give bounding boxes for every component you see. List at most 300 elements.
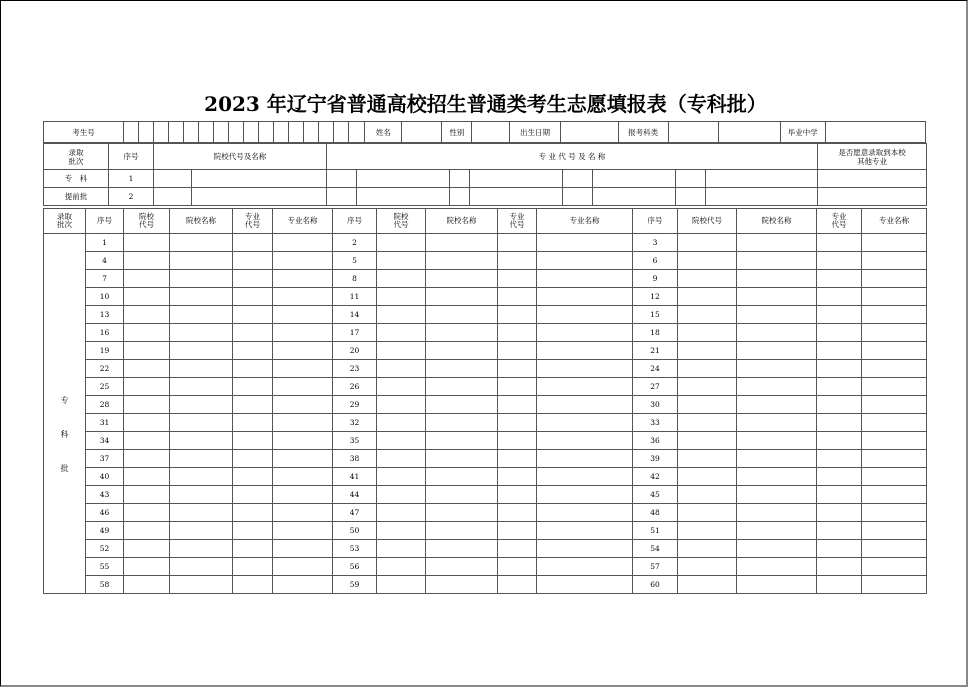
pre-major-code[interactable]	[676, 170, 706, 188]
table-row	[44, 306, 927, 324]
college-name-field[interactable]	[170, 486, 233, 504]
college-code-field[interactable]	[377, 252, 426, 270]
major-code-field[interactable]	[817, 468, 862, 486]
major-name-field[interactable]	[537, 378, 633, 396]
college-code-field[interactable]	[124, 468, 170, 486]
college-code-field[interactable]	[678, 558, 737, 576]
college-code-field[interactable]	[678, 234, 737, 252]
college-name-field[interactable]	[426, 504, 498, 522]
major-name-field[interactable]	[273, 396, 333, 414]
college-name-field[interactable]	[170, 450, 233, 468]
major-code-field[interactable]	[498, 540, 537, 558]
major-name-field[interactable]	[537, 576, 633, 594]
college-code-field[interactable]	[377, 306, 426, 324]
college-name-field[interactable]	[737, 468, 817, 486]
major-code-field[interactable]	[817, 414, 862, 432]
college-name-field[interactable]	[426, 288, 498, 306]
college-code-field[interactable]	[377, 540, 426, 558]
college-name-field[interactable]	[170, 432, 233, 450]
major-name-field[interactable]	[862, 360, 927, 378]
major-code-field[interactable]	[233, 306, 273, 324]
college-name-field[interactable]	[426, 270, 498, 288]
candidate-no-digit[interactable]	[319, 122, 334, 143]
major-name-field[interactable]	[273, 252, 333, 270]
college-name-field[interactable]	[426, 252, 498, 270]
major-code-field[interactable]	[498, 486, 537, 504]
college-name-field[interactable]	[426, 324, 498, 342]
major-name-field[interactable]	[537, 540, 633, 558]
college-code-header: 院校 代号	[377, 209, 426, 234]
college-name-field[interactable]	[737, 432, 817, 450]
college-name-field[interactable]	[170, 252, 233, 270]
college-code-field[interactable]	[678, 414, 737, 432]
major-name-field[interactable]	[273, 306, 333, 324]
pre-major-name[interactable]	[706, 170, 818, 188]
major-code-field[interactable]	[817, 522, 862, 540]
pre-major-name[interactable]	[593, 188, 676, 206]
major-name-field[interactable]	[273, 324, 333, 342]
major-code-field[interactable]	[498, 324, 537, 342]
major-name-field[interactable]	[273, 576, 333, 594]
college-name-field[interactable]	[426, 432, 498, 450]
major-name-field[interactable]	[537, 306, 633, 324]
college-name-field[interactable]	[737, 234, 817, 252]
table-row	[44, 504, 927, 522]
pre-seq: 2	[109, 188, 154, 206]
pre-major-code[interactable]	[450, 188, 470, 206]
pre-major-code[interactable]	[450, 170, 470, 188]
major-name-field[interactable]	[273, 558, 333, 576]
college-code-field[interactable]	[377, 576, 426, 594]
major-code-field[interactable]	[233, 450, 273, 468]
candidate-no-digit[interactable]	[274, 122, 289, 143]
major-name-field[interactable]	[273, 504, 333, 522]
table-row	[44, 234, 927, 252]
major-name-field[interactable]	[862, 450, 927, 468]
major-name-field[interactable]	[273, 468, 333, 486]
college-name-field[interactable]	[737, 360, 817, 378]
major-name-field[interactable]	[273, 270, 333, 288]
college-code-field[interactable]	[678, 306, 737, 324]
college-code-field[interactable]	[377, 342, 426, 360]
major-name-field[interactable]	[273, 540, 333, 558]
college-name-field[interactable]	[737, 324, 817, 342]
college-code-field[interactable]	[678, 468, 737, 486]
name-field[interactable]	[402, 122, 442, 143]
college-code-field[interactable]	[377, 360, 426, 378]
major-code-field[interactable]	[233, 468, 273, 486]
major-name-field[interactable]	[537, 288, 633, 306]
candidate-no-digit[interactable]	[304, 122, 319, 143]
college-name-field[interactable]	[737, 342, 817, 360]
college-name-field[interactable]	[426, 414, 498, 432]
college-code-field[interactable]	[678, 378, 737, 396]
major-name-field[interactable]	[862, 468, 927, 486]
major-code-field[interactable]	[498, 234, 537, 252]
candidate-no-digit[interactable]	[124, 122, 139, 143]
college-name-field[interactable]	[737, 450, 817, 468]
college-name-field[interactable]	[170, 324, 233, 342]
pre-major-name[interactable]	[470, 188, 563, 206]
college-code-field[interactable]	[377, 270, 426, 288]
seq-cell: 40	[86, 468, 124, 486]
college-name-field[interactable]	[426, 540, 498, 558]
college-code-field[interactable]	[377, 450, 426, 468]
major-code-field[interactable]	[233, 576, 273, 594]
college-code-field[interactable]	[678, 432, 737, 450]
major-name-field[interactable]	[537, 558, 633, 576]
college-name-field[interactable]	[170, 558, 233, 576]
major-code-field[interactable]	[498, 558, 537, 576]
candidate-no-digit[interactable]	[139, 122, 154, 143]
college-name-field[interactable]	[426, 450, 498, 468]
candidate-no-digit[interactable]	[334, 122, 349, 143]
birth-date-field[interactable]	[560, 122, 618, 143]
major-code-field[interactable]	[498, 342, 537, 360]
college-name-field[interactable]	[170, 504, 233, 522]
candidate-no-digit[interactable]	[169, 122, 184, 143]
college-code-field[interactable]	[678, 504, 737, 522]
major-code-field[interactable]	[817, 432, 862, 450]
major-code-field[interactable]	[498, 414, 537, 432]
major-code-field[interactable]	[233, 396, 273, 414]
college-name-field[interactable]	[170, 234, 233, 252]
major-code-field[interactable]	[817, 450, 862, 468]
college-name-field[interactable]	[426, 558, 498, 576]
college-code-field[interactable]	[678, 342, 737, 360]
major-code-field[interactable]	[233, 270, 273, 288]
college-code-field[interactable]	[377, 378, 426, 396]
major-code-field[interactable]	[817, 486, 862, 504]
major-code-field[interactable]	[817, 342, 862, 360]
major-code-field[interactable]	[498, 396, 537, 414]
major-code-field[interactable]	[817, 234, 862, 252]
college-code-field[interactable]	[124, 558, 170, 576]
college-code-field[interactable]	[377, 468, 426, 486]
graduation-school-field[interactable]	[825, 122, 925, 143]
college-name-field[interactable]	[737, 396, 817, 414]
college-name-field[interactable]	[426, 468, 498, 486]
major-code-field[interactable]	[498, 360, 537, 378]
major-code-field[interactable]	[498, 432, 537, 450]
college-name-field[interactable]	[737, 486, 817, 504]
major-code-field[interactable]	[817, 540, 862, 558]
college-name-field[interactable]	[170, 342, 233, 360]
college-code-field[interactable]	[678, 450, 737, 468]
major-code-field[interactable]	[817, 360, 862, 378]
major-code-field[interactable]	[817, 504, 862, 522]
major-code-field[interactable]	[498, 288, 537, 306]
college-name-field[interactable]	[170, 468, 233, 486]
major-code-field[interactable]	[817, 270, 862, 288]
major-name-field[interactable]	[862, 396, 927, 414]
major-name-field[interactable]	[273, 342, 333, 360]
college-code-field[interactable]	[377, 324, 426, 342]
candidate-no-digit[interactable]	[199, 122, 214, 143]
college-name-field[interactable]	[737, 540, 817, 558]
college-code-field[interactable]	[124, 522, 170, 540]
major-name-field[interactable]	[862, 558, 927, 576]
college-name-field[interactable]	[737, 270, 817, 288]
college-name-field[interactable]	[170, 522, 233, 540]
major-code-field[interactable]	[817, 288, 862, 306]
college-code-field[interactable]	[377, 504, 426, 522]
major-code-field[interactable]	[233, 414, 273, 432]
major-code-field[interactable]	[817, 396, 862, 414]
major-name-field[interactable]	[273, 432, 333, 450]
subject-category-field[interactable]	[668, 122, 718, 143]
college-code-field[interactable]	[124, 288, 170, 306]
subject-category-field-2[interactable]	[718, 122, 780, 143]
college-code-field[interactable]	[124, 234, 170, 252]
college-code-field[interactable]	[377, 432, 426, 450]
college-name-field[interactable]	[170, 378, 233, 396]
major-name-field[interactable]	[273, 486, 333, 504]
college-code-field[interactable]	[678, 522, 737, 540]
college-name-field[interactable]	[426, 360, 498, 378]
major-code-field[interactable]	[498, 450, 537, 468]
college-name-field[interactable]	[426, 486, 498, 504]
college-code-field[interactable]	[377, 234, 426, 252]
major-name-field[interactable]	[862, 414, 927, 432]
college-name-field[interactable]	[170, 288, 233, 306]
college-name-field[interactable]	[170, 270, 233, 288]
college-name-field[interactable]	[426, 576, 498, 594]
major-code-field[interactable]	[233, 288, 273, 306]
major-name-field[interactable]	[862, 432, 927, 450]
candidate-no-digit[interactable]	[214, 122, 229, 143]
seq-cell: 37	[86, 450, 124, 468]
seq-cell: 18	[633, 324, 678, 342]
college-name-field[interactable]	[737, 252, 817, 270]
candidate-no-digit[interactable]	[184, 122, 199, 143]
major-code-field[interactable]	[817, 324, 862, 342]
pre-major-name[interactable]	[357, 170, 450, 188]
major-name-field[interactable]	[537, 234, 633, 252]
pre-college-name[interactable]	[192, 188, 327, 206]
major-name-field[interactable]	[537, 468, 633, 486]
pre-college-name[interactable]	[192, 170, 327, 188]
college-name-field[interactable]	[426, 234, 498, 252]
major-code-field[interactable]	[817, 306, 862, 324]
major-code-field[interactable]	[498, 522, 537, 540]
major-name-field[interactable]	[537, 450, 633, 468]
college-code-field[interactable]	[678, 360, 737, 378]
major-code-field[interactable]	[233, 540, 273, 558]
major-code-field[interactable]	[233, 504, 273, 522]
candidate-no-digit[interactable]	[289, 122, 304, 143]
major-code-field[interactable]	[817, 576, 862, 594]
major-code-field[interactable]	[233, 432, 273, 450]
major-code-field[interactable]	[233, 486, 273, 504]
college-code-field[interactable]	[124, 540, 170, 558]
major-code-field[interactable]	[498, 306, 537, 324]
major-code-field[interactable]	[233, 324, 273, 342]
college-name-field[interactable]	[426, 342, 498, 360]
college-name-field[interactable]	[170, 540, 233, 558]
major-code-field[interactable]	[233, 558, 273, 576]
major-name-field[interactable]	[862, 486, 927, 504]
major-code-field[interactable]	[233, 378, 273, 396]
college-name-header: 院校名称	[737, 209, 817, 234]
major-code-field[interactable]	[817, 378, 862, 396]
college-name-field[interactable]	[737, 306, 817, 324]
major-name-field[interactable]	[862, 540, 927, 558]
major-code-field[interactable]	[233, 360, 273, 378]
college-code-field[interactable]	[678, 576, 737, 594]
college-name-field[interactable]	[426, 396, 498, 414]
major-name-field[interactable]	[862, 306, 927, 324]
college-name-field[interactable]	[426, 378, 498, 396]
major-name-field[interactable]	[273, 450, 333, 468]
seq-cell: 43	[86, 486, 124, 504]
pre-adjust-field[interactable]	[818, 188, 927, 206]
major-name-field[interactable]	[537, 414, 633, 432]
pre-major-code[interactable]	[563, 170, 593, 188]
college-code-field[interactable]	[678, 396, 737, 414]
college-code-field[interactable]	[124, 378, 170, 396]
seq-cell: 2	[333, 234, 377, 252]
candidate-no-digit[interactable]	[244, 122, 259, 143]
major-code-field[interactable]	[498, 504, 537, 522]
college-code-field[interactable]	[377, 486, 426, 504]
college-code-field[interactable]	[678, 288, 737, 306]
candidate-no-digit[interactable]	[229, 122, 244, 143]
seq-cell: 34	[86, 432, 124, 450]
major-name-field[interactable]	[862, 342, 927, 360]
pre-major-code[interactable]	[327, 188, 357, 206]
college-code-field[interactable]	[377, 522, 426, 540]
college-code-field[interactable]	[678, 486, 737, 504]
college-code-field[interactable]	[678, 324, 737, 342]
major-name-field[interactable]	[537, 270, 633, 288]
major-code-field[interactable]	[817, 558, 862, 576]
college-code-field[interactable]	[377, 414, 426, 432]
major-code-field[interactable]	[233, 522, 273, 540]
major-name-field[interactable]	[273, 288, 333, 306]
major-name-field[interactable]	[862, 234, 927, 252]
candidate-no-digit[interactable]	[349, 122, 365, 143]
major-code-field[interactable]	[233, 252, 273, 270]
college-code-field[interactable]	[124, 324, 170, 342]
major-name-field[interactable]	[537, 252, 633, 270]
college-code-field[interactable]	[377, 288, 426, 306]
seq-cell: 20	[333, 342, 377, 360]
college-name-field[interactable]	[737, 558, 817, 576]
major-name-field[interactable]	[537, 360, 633, 378]
pre-major-name[interactable]	[593, 170, 676, 188]
college-name-field[interactable]	[170, 576, 233, 594]
major-name-field[interactable]	[537, 432, 633, 450]
major-name-field[interactable]	[537, 486, 633, 504]
college-code-field[interactable]	[124, 414, 170, 432]
major-name-field[interactable]	[862, 504, 927, 522]
major-name-field[interactable]	[537, 504, 633, 522]
college-code-field[interactable]	[124, 270, 170, 288]
college-code-field[interactable]	[678, 252, 737, 270]
pre-major-code[interactable]	[676, 188, 706, 206]
major-code-field[interactable]	[498, 252, 537, 270]
major-name-field[interactable]	[537, 522, 633, 540]
college-code-field[interactable]	[124, 342, 170, 360]
college-code-field[interactable]	[124, 360, 170, 378]
major-name-field[interactable]	[273, 360, 333, 378]
major-code-field[interactable]	[498, 270, 537, 288]
candidate-no-digit[interactable]	[154, 122, 169, 143]
college-name-field[interactable]	[737, 522, 817, 540]
seq-cell: 53	[333, 540, 377, 558]
major-code-field[interactable]	[233, 342, 273, 360]
major-name-field[interactable]	[862, 576, 927, 594]
major-name-field[interactable]	[273, 414, 333, 432]
college-name-field[interactable]	[426, 306, 498, 324]
gender-field[interactable]	[472, 122, 510, 143]
major-code-field[interactable]	[817, 252, 862, 270]
college-name-field[interactable]	[737, 504, 817, 522]
college-name-field[interactable]	[737, 288, 817, 306]
college-name-field[interactable]	[170, 414, 233, 432]
pre-adjust-field[interactable]	[818, 170, 927, 188]
major-name-field[interactable]	[273, 378, 333, 396]
college-code-field[interactable]	[124, 432, 170, 450]
pre-major-name[interactable]	[706, 188, 818, 206]
major-code-field[interactable]	[498, 378, 537, 396]
college-code-field[interactable]	[678, 540, 737, 558]
college-name-field[interactable]	[426, 522, 498, 540]
major-name-field[interactable]	[862, 522, 927, 540]
pre-college-code[interactable]	[154, 188, 192, 206]
major-name-field[interactable]	[273, 234, 333, 252]
college-code-field[interactable]	[124, 396, 170, 414]
college-name-field[interactable]	[737, 576, 817, 594]
major-name-field[interactable]	[273, 522, 333, 540]
college-code-field[interactable]	[124, 306, 170, 324]
major-name-field[interactable]	[537, 342, 633, 360]
major-code-field[interactable]	[498, 576, 537, 594]
college-code-field[interactable]	[124, 486, 170, 504]
candidate-no-digit[interactable]	[259, 122, 274, 143]
major-code-field[interactable]	[498, 468, 537, 486]
college-name-field[interactable]	[170, 360, 233, 378]
college-code-field[interactable]	[678, 270, 737, 288]
major-name-field[interactable]	[862, 324, 927, 342]
college-code-field[interactable]	[124, 504, 170, 522]
college-name-field[interactable]	[737, 414, 817, 432]
major-name-field[interactable]	[862, 252, 927, 270]
college-name-field[interactable]	[170, 396, 233, 414]
pre-major-name[interactable]	[470, 170, 563, 188]
college-code-field[interactable]	[124, 576, 170, 594]
pre-major-code[interactable]	[327, 170, 357, 188]
college-code-field[interactable]	[377, 396, 426, 414]
seq-cell: 12	[633, 288, 678, 306]
pre-major-name[interactable]	[357, 188, 450, 206]
major-name-field[interactable]	[862, 288, 927, 306]
college-name-field[interactable]	[170, 306, 233, 324]
major-name-field[interactable]	[862, 378, 927, 396]
college-code-field[interactable]	[124, 252, 170, 270]
college-code-field[interactable]	[124, 450, 170, 468]
seq-cell: 44	[333, 486, 377, 504]
major-code-field[interactable]	[233, 234, 273, 252]
pre-major-code[interactable]	[563, 188, 593, 206]
pre-college-code[interactable]	[154, 170, 192, 188]
major-name-field[interactable]	[862, 270, 927, 288]
major-name-field[interactable]	[537, 396, 633, 414]
college-code-field[interactable]	[377, 558, 426, 576]
major-name-field[interactable]	[537, 324, 633, 342]
college-name-field[interactable]	[737, 378, 817, 396]
